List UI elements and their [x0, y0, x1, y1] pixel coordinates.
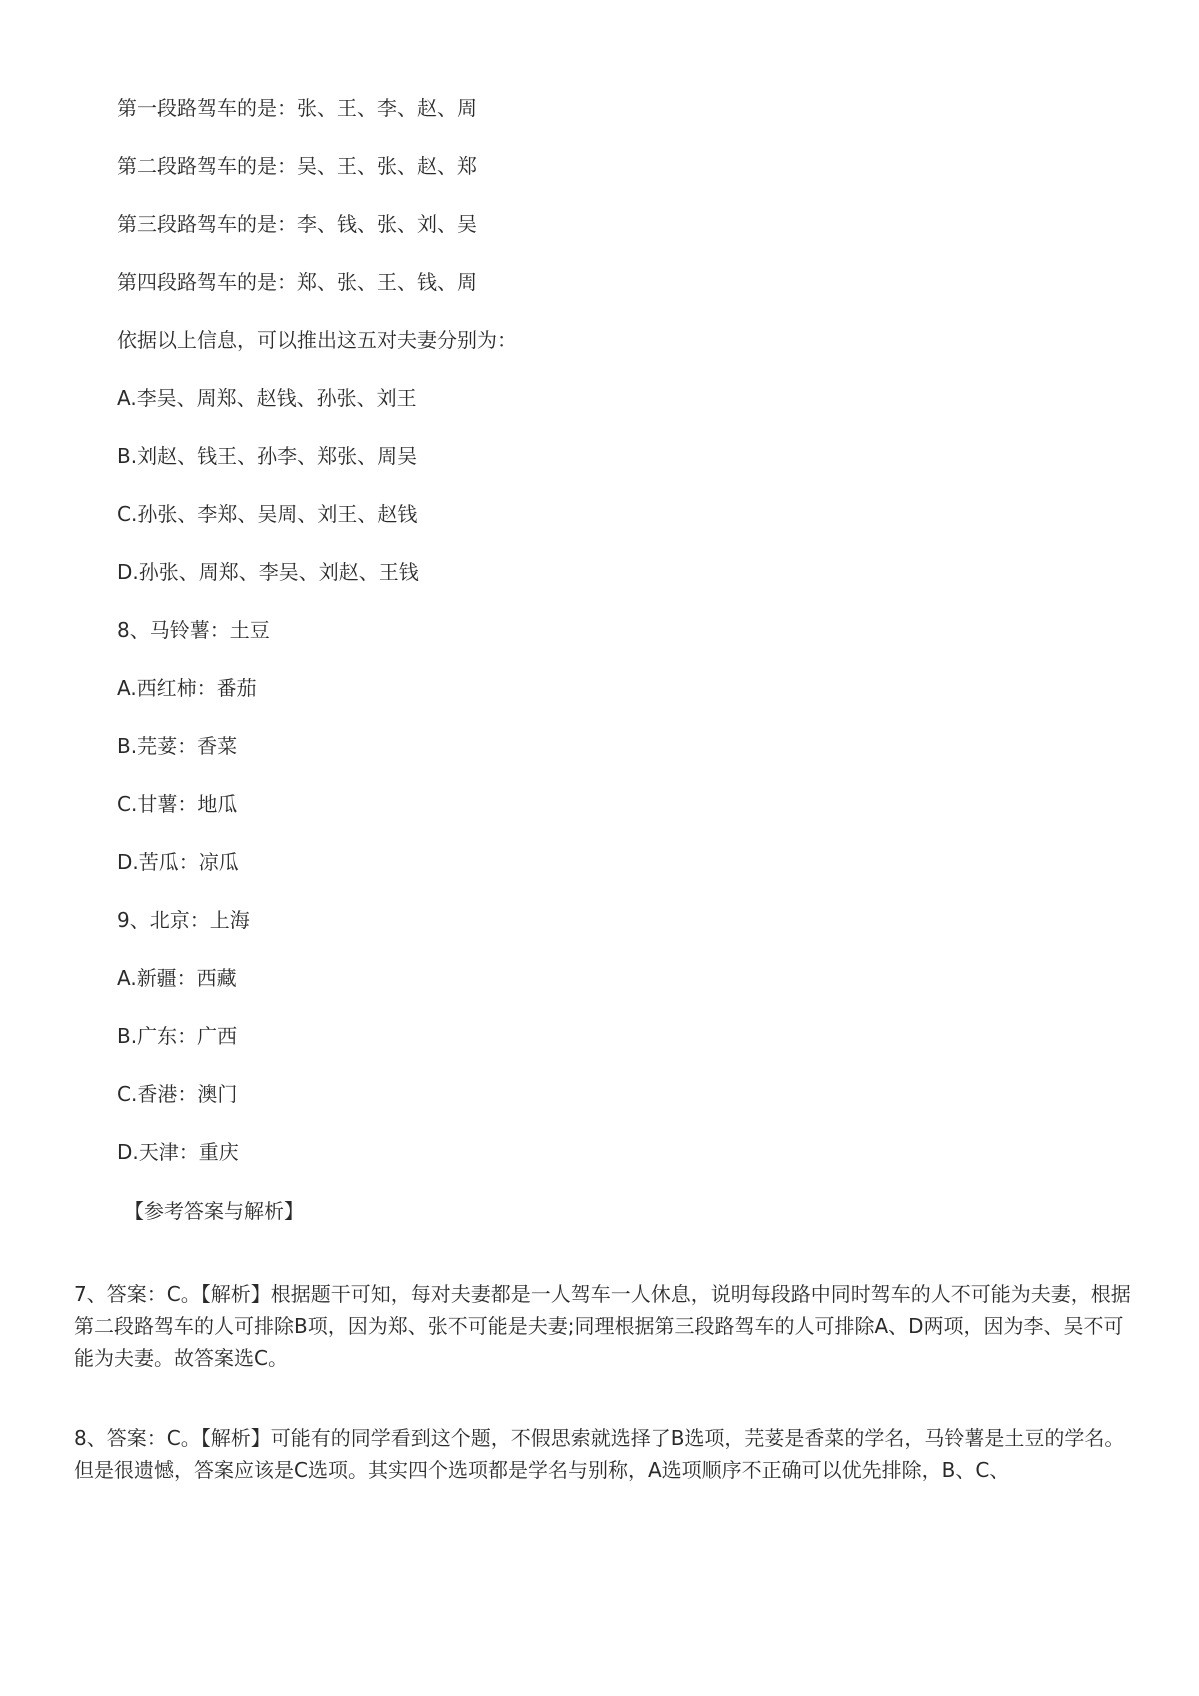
question8-option-b: B.芫荽：香菜	[117, 734, 238, 758]
segment-line-1: 第一段路驾车的是：张、王、李、赵、周	[117, 96, 477, 120]
answer-7-paragraph: 7、答案：C。【解析】根据题干可知，每对夫妻都是一人驾车一人休息，说明每段路中同时驾车的人不可能为夫妻，根据第二段路驾车的人可排除B项，因为郑、张不可能是夫妻;同理根据第三段路驾车的人可排除A、D两项，因为李、吴不可能为夫妻。故答案选C。	[74, 1282, 1131, 1370]
question8-option-d: D.苦瓜：凉瓜	[117, 850, 239, 874]
question7-prompt: 依据以上信息，可以推出这五对夫妻分别为：	[117, 328, 517, 352]
question9-option-b: B.广东：广西	[117, 1024, 238, 1048]
question8-option-a: A.西红柿：番茄	[117, 676, 257, 700]
question8-option-c: C.甘薯：地瓜	[117, 792, 238, 816]
question9-stem: 9、北京：上海	[117, 908, 250, 932]
question8-stem: 8、马铃薯：土豆	[117, 618, 270, 642]
question9-option-a: A.新疆：西藏	[117, 966, 237, 990]
question7-option-d: D.孙张、周郑、李吴、刘赵、王钱	[117, 560, 419, 584]
question7-option-b: B.刘赵、钱王、孙李、郑张、周吴	[117, 444, 418, 468]
answers-heading: 【参考答案与解析】	[124, 1199, 304, 1223]
segment-line-2: 第二段路驾车的是：吴、王、张、赵、郑	[117, 154, 477, 178]
answer-8-paragraph: 8、答案：C。【解析】可能有的同学看到这个题，不假思索就选择了B选项，芫荽是香菜的学名，马铃薯是土豆的学名。但是很遗憾，答案应该是C选项。其实四个选项都是学名与别称，A选项顺序不正确可以优先排除，B、C、	[74, 1426, 1125, 1482]
question9-option-c: C.香港：澳门	[117, 1082, 238, 1106]
segment-line-3: 第三段路驾车的是：李、钱、张、刘、吴	[117, 212, 477, 236]
segment-line-4: 第四段路驾车的是：郑、张、王、钱、周	[117, 270, 477, 294]
question7-option-c: C.孙张、李郑、吴周、刘王、赵钱	[117, 502, 418, 526]
question9-option-d: D.天津：重庆	[117, 1140, 239, 1164]
question7-option-a: A.李吴、周郑、赵钱、孙张、刘王	[117, 386, 417, 410]
